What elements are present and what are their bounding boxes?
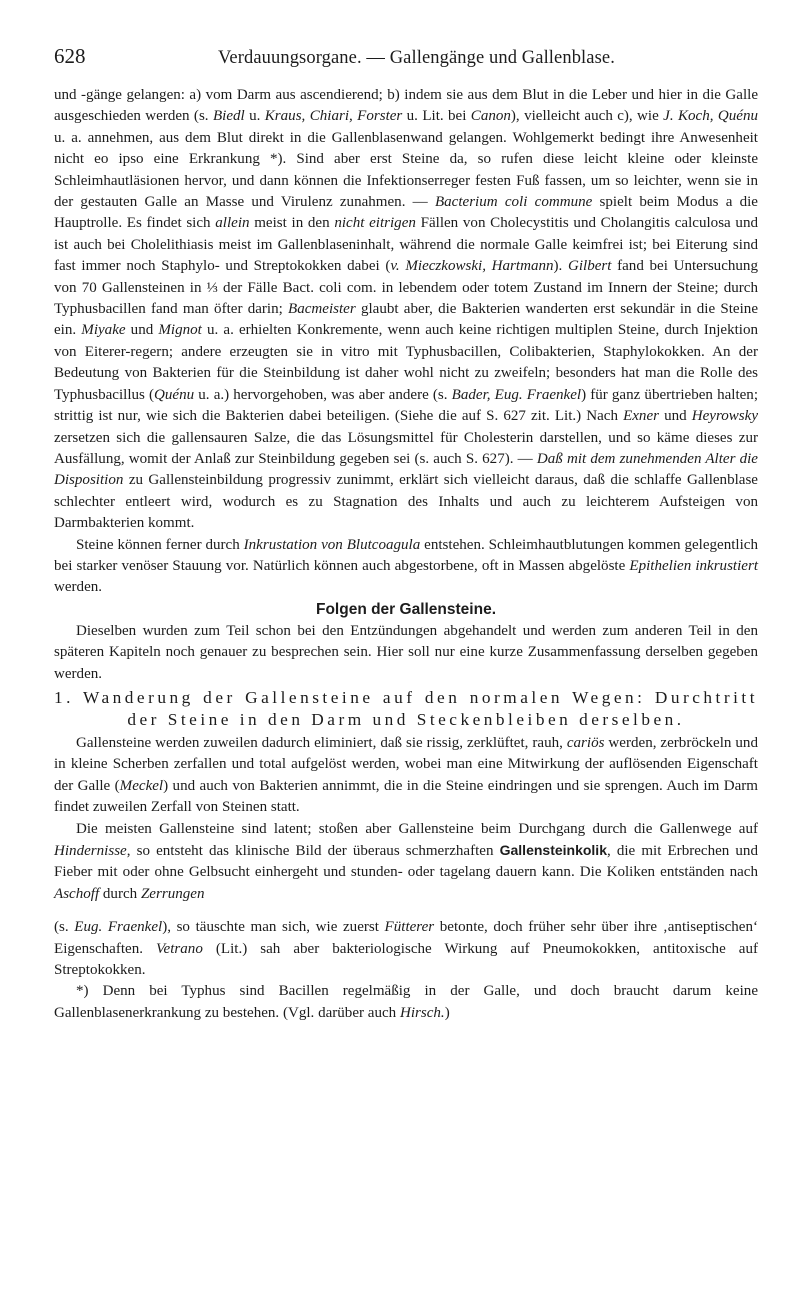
text-run: spielt beim Modus a die Hauptrolle. Es findet sich [54,194,758,232]
italic-text: Aschoff [54,885,100,902]
text-run: fand bei Untersuchung von 70 Gallensteinen in ⅓ der Fälle Bact. coli com. in lebendem oder totem Zustand im Innern der Steine; durch Typhusbacillen fand man öfter darin; [54,258,758,318]
italic-text: Daß mit dem zunehmenden Alter die Disposition [54,450,758,489]
text-run: Fällen von Cholecystitis und Cholangitis calculosa und ist auch bei Cholelithiasis meist im Gallenblaseninhalt, während die normale Galle keimfrei ist; bei Eiterung sind fast immer noch Staphylo- und Streptokokken dabei ( [54,215,758,275]
italic-text: Hirsch. [399,1004,445,1021]
italic-text: Inkrustation von Blutcoagula [243,536,421,553]
italic-text: Epithelien inkrustiert [629,557,759,574]
text-run: , die mit Erbrechen und Fieber mit oder ohne Gelbsucht einhergeht und stunden- oder tagelang dauern kann. Die Koliken entständen nach [54,843,758,881]
text-run: Gallensteine werden zuweilen dadurch eliminiert, daß sie rissig, zerklüftet, rauh, [76,734,567,751]
italic-text: Hindernisse [54,843,127,859]
text-run: Dieselben wurden zum Teil schon bei den Entzündungen abgehandelt und werden zum anderen Teil in den späteren Kapiteln noch genauer zu besprechen sein. Hier soll nur eine kurze Zusammenfassung derselben gegeben werden. [54,622,758,682]
text-run: Die meisten Gallensteine sind latent; stoßen aber Gallensteine beim Durchgang durch die Gallenwege auf [76,820,758,837]
paragraph [54,535,758,599]
italic-text: Canon [470,108,511,125]
text-run: betonte, doch früher sehr über ihre ‚antiseptischen‘ Eigenschaften. [54,919,758,957]
italic-text: Kraus, Chiari, Forster [264,108,403,125]
text-run: zu Gallensteinbildung progressiv zunimmt, erklärt sich vielleicht daraus, daß die schlaffe Gallenblase schlechter entleert wird, wodurch es zu Stagnation des Inhalts und auch zu leichterem Aufsteigen von Darmbakterien kommt. [54,472,758,532]
italic-text: Vetrano [156,940,203,957]
text-run: u. a. annehmen, aus dem Blut direkt in die Gallenblasenwand gelangen. Wohlgemerkt bedingt ihre Anwesenheit nicht eo ipso eine Erkrankung *). Sind aber erst Steine da, so rufen diese leicht kleine oder kleinste Schleimhautläsionen hervor, und dann können die Infektionserreger festen Fuß fassen, um so leichter, wenn sie in der gestauten Galle an Masse und Virulenz zunahmen. — [54,129,758,211]
text-run: glaubt aber, die Bakterien wanderten erst sekundär in die Steine ein. [54,301,758,339]
italic-text: Bader, Eug. Fraenkel [451,386,582,403]
text-run: und -gänge gelangen: a) vom Darm aus ascendierend; b) indem sie aus dem Blut in die Leber und hier in die Galle ausgeschieden werden (s. [54,87,758,125]
paragraph [54,733,758,819]
italic-text: Eug. Fraenkel [74,919,163,936]
italic-text: Quénu [154,386,195,403]
paragraph [54,621,758,685]
running-title: Verdauungsorgane. — Gallengänge und Gallenblase. [218,48,615,68]
italic-text: Biedl [212,108,245,125]
text-run: (Lit.) sah aber bakteriologische Wirkung auf Pneumokokken, antitoxische auf Streptokokken. [54,940,758,979]
subheading: 1. Wanderung der Gallensteine auf den normalen Wegen: Durchtritt der Steine in den Darm und Steckenbleiben derselben. [54,687,758,730]
italic-text: v. Mieczkowski, Hartmann [390,258,554,275]
italic-text: cariös [566,734,605,751]
text-run: u. a. erhielten Konkremente, wenn auch keine richtigen multiplen Steine, durch Injektion von Eiterer-regern; andere erzeugten sie in vitro mit Typhusbacillen, Colibakterien, Staphylokokken. An der Bedeutung von Bakterien für die Steinbildung ist daher wohl nicht zu zweifeln; besonders hat man die Rolle des Typhusbacillus ( [54,322,759,403]
text-run: und [125,322,159,339]
text-run: und [659,408,692,425]
bold-text: Gallensteinkolik [499,842,607,858]
intro-paragraphs [54,85,758,599]
text-run: ) und auch von Bakterien annimmt, die in die Steine eindringen und sie sprengen. Auch im Darm findet zuweilen Zerfall von Steinen statt. [54,777,758,816]
italic-text: Bacmeister [288,301,356,318]
section-heading: Folgen der Gallensteine. [315,600,496,618]
footnote-spacer [54,905,758,917]
text-run: ), vielleicht auch c), wie [510,108,664,125]
italic-text: Fütterer [384,919,435,936]
text-run: (s. [54,919,75,936]
main-text [54,85,758,1024]
section-paragraphs [54,621,758,685]
text-run: u. [244,108,265,125]
text-run: ). [553,258,568,275]
italic-text: allein [215,215,250,232]
text-run: , so entsteht das klinische Bild der überaus schmerzhaften [126,843,500,859]
paragraph [54,981,758,1024]
sub-paragraphs [54,733,758,905]
italic-text: Exner [623,408,659,425]
text-run: *) Denn bei Typhus sind Bacillen regelmäßig in der Galle, und doch braucht darum keine Gallenblasenerkrankung zu bestehen. (Vgl. darüber auch [54,983,758,1021]
text-run: meist in den [249,215,335,232]
text-run: ), so täuschte man sich, wie zuerst [162,919,385,936]
footnotes [54,917,758,1024]
italic-text: Mignot [158,322,202,339]
text-run: u. a.) hervorgehoben, was aber andere (s. [194,386,452,403]
italic-text: Heyrowsky [691,408,759,425]
text-run: ) für ganz übertrieben halten; strittig ist nur, wie sich die Bakterien dabei beteiligen. (Siehe die auf S. 627 zit. Lit.) Nach [54,386,759,425]
italic-text: J. Koch, Quénu [663,108,758,125]
text-run: u. Lit. bei [402,108,471,125]
text-run: entstehen. Schleimhautblutungen kommen gelegentlich bei starker venöser Stauung vor. Natürlich können auch abgestorbene, oft in Massen abgelöste [54,536,758,574]
italic-text: Gilbert [567,258,612,275]
paragraph [54,85,758,535]
italic-text: Bacterium coli commune [434,194,593,211]
text-run: ) [444,1004,450,1021]
text-run: zersetzen sich die gallensauren Salze, die das Lösungsmittel für Cholesterin darstellen, und so käme dieses zur Ausfällung, womit der Anlaß zur Steinbildung gegeben sei (s. auch S. 627). — [54,429,758,467]
italic-text: Miyake [81,322,126,339]
text-run: werden, zerbröckeln und in kleine Scherben zerfallen und total aufgelöst werden, wobei man eine Mitwirkung der auflösenden Eigenschaft der Galle ( [54,734,758,794]
italic-text: nicht eitrigen [334,215,416,232]
page-header [54,44,758,69]
page-number: 628 [54,44,86,68]
italic-text: Zerrungen [140,885,205,902]
paragraph [54,917,758,981]
paragraph [54,819,758,906]
text-run: Steine können ferner durch [76,536,244,553]
text-run: durch [99,885,141,902]
text-run: werden. [54,579,103,596]
italic-text: Meckel [119,777,164,794]
